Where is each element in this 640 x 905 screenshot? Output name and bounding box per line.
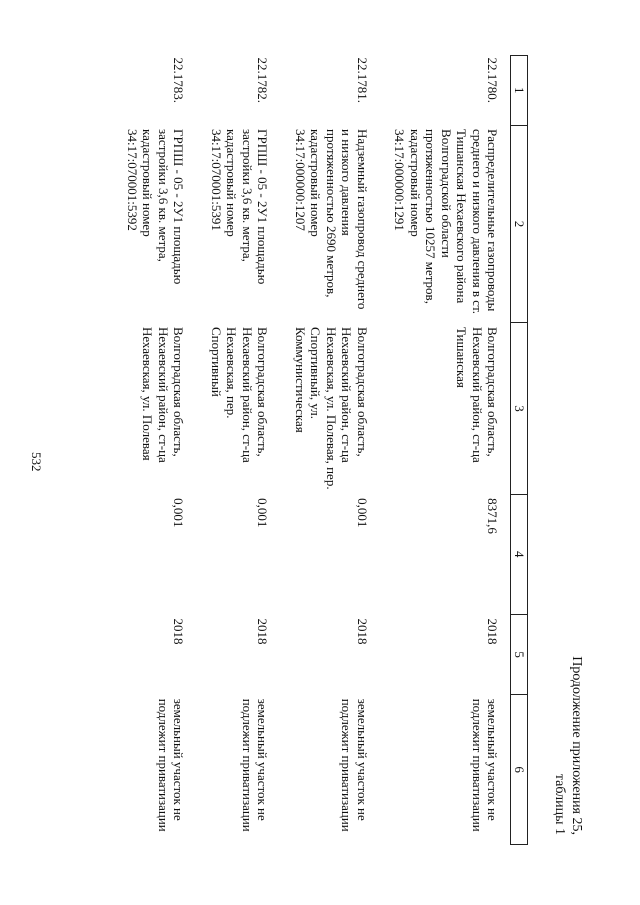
header-cell-6: 6 [511, 695, 528, 845]
row-number: 22.1781. [355, 57, 370, 103]
object-note: земельный участок не подлежит приватизации [240, 698, 271, 832]
object-note: земельный участок не подлежит приватизации [156, 698, 187, 832]
object-year: 2018 [355, 618, 370, 645]
table-caption [551, 656, 585, 835]
table-row [378, 56, 511, 845]
object-address: Волгоградская область, Нехаевский район, ст-ца Нехаевская, ул. Полевая, пер. Спортивный, ул. Коммунистическая [293, 326, 370, 490]
object-year: 2018 [485, 618, 501, 645]
object-note: земельный участок не подлежит приватизации [339, 698, 370, 832]
header-cell-4: 4 [511, 494, 528, 614]
header-cell-2: 2 [511, 125, 528, 323]
table-body [111, 56, 512, 845]
object-name: ГРПШ - 05 - 2У1 площадью застройки 3,6 кв. метра, кадастровый номер 34:17:070001:5391 [209, 129, 271, 285]
table-row [279, 56, 379, 845]
object-value: 0,001 [171, 498, 187, 528]
table-row [111, 56, 195, 845]
header-row [511, 56, 528, 845]
object-address: Волгоградская область, Нехаевский район, ст-ца Нехаевская, пер. Спортивный [209, 326, 271, 463]
header-cell-3: 3 [511, 323, 528, 494]
object-year: 2018 [255, 618, 271, 645]
header-cell-5: 5 [511, 614, 528, 694]
property-table [111, 55, 529, 845]
object-name: ГРПШ - 05 - 2У1 площадью застройки 3,6 кв. метра, кадастровый номер 34:17:070001:5392 [125, 129, 187, 285]
row-number: 22.1782. [255, 57, 271, 103]
object-value: 0,001 [255, 498, 271, 528]
object-name: Надземный газопровод среднего и низкого давления протяженностью 2690 метров, кадастровый номер 34:17:000000:1207 [293, 129, 370, 310]
table-header [511, 56, 528, 845]
object-address: Волгоградская область, Нехаевский район, ст-ца Тишанская [454, 326, 501, 463]
row-number: 22.1783. [171, 57, 187, 103]
object-address: Волгоградская область, Нехаевский район, ст-ца Нехаевская, ул. Полевая [140, 326, 187, 463]
caption-line-1: Продолжение приложения 25, [569, 656, 584, 835]
header-cell-1: 1 [511, 56, 528, 126]
caption-line-2: таблицы 1 [552, 773, 567, 835]
table-row [195, 56, 279, 845]
object-year: 2018 [171, 618, 187, 645]
page-number: 532 [29, 452, 44, 472]
object-name: Распределительные газопроводы среднего и низкого давления в ст. Тишанская Нехаевского района Волгоградской области протяженностью 10257 метров, кадастровый номер 34:17:000000:1291 [392, 129, 501, 315]
object-value: 8371,6 [485, 498, 501, 534]
row-number: 22.1780. [485, 57, 501, 103]
object-value: 0,001 [355, 498, 370, 528]
object-note: земельный участок не подлежит приватизации [470, 698, 501, 832]
